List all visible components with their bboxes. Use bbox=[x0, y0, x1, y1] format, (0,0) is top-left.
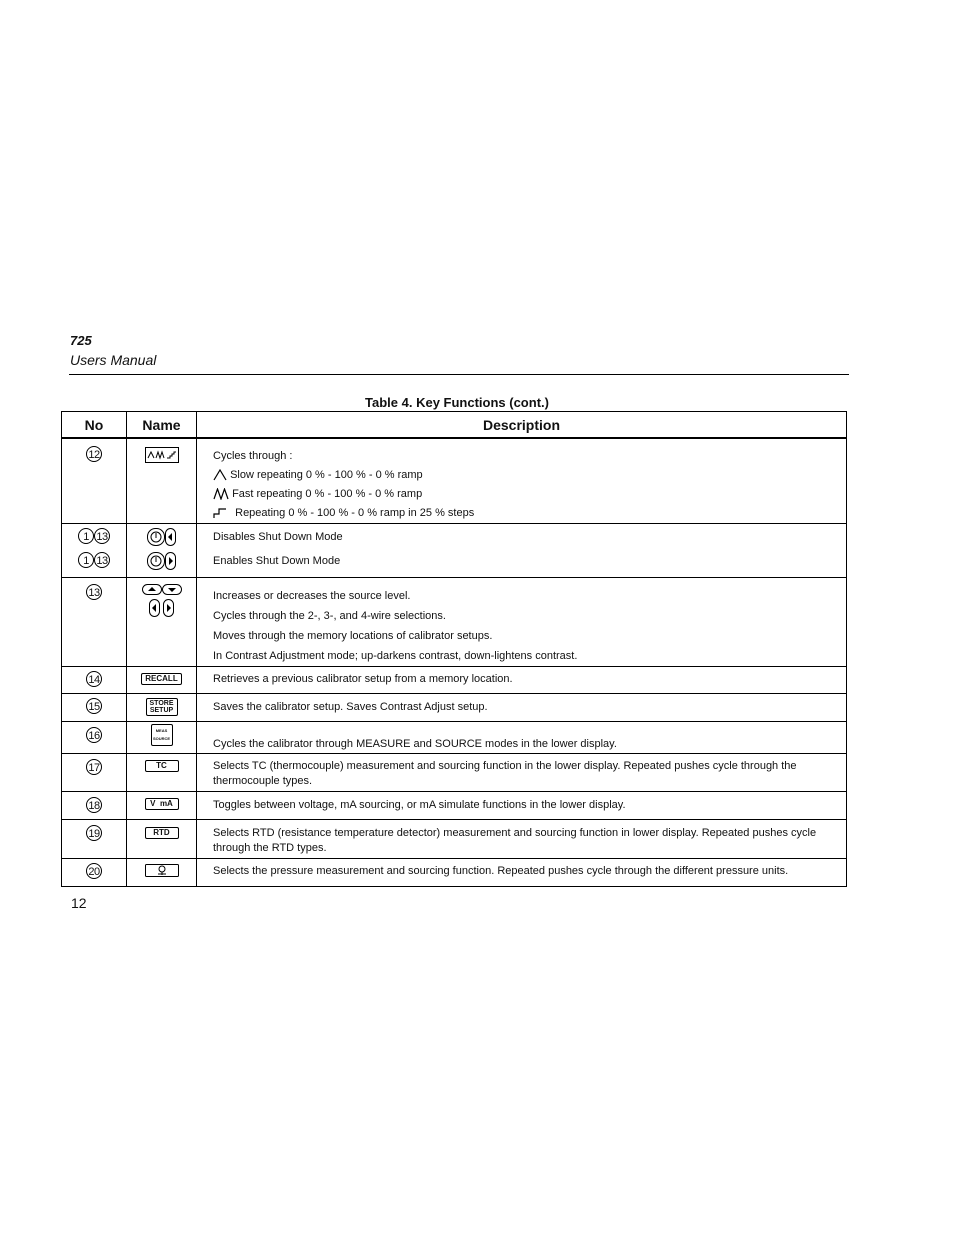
down-arrow-key-icon bbox=[162, 584, 182, 595]
header-model: 725 bbox=[70, 333, 92, 348]
description-line: In Contrast Adjustment mode; up-darkens contrast, down-lightens contrast. bbox=[213, 650, 578, 662]
item-number: 20 bbox=[86, 863, 102, 879]
description-line: Fast repeating 0 % - 100 % - 0 % ramp bbox=[213, 485, 838, 504]
meas-source-key: MEAS SOURCE bbox=[151, 724, 173, 746]
description-line: Retrieves a previous calibrator setup from a memory location. bbox=[197, 667, 847, 694]
up-arrow-key-icon bbox=[142, 584, 162, 595]
item-number: 15 bbox=[86, 698, 102, 714]
description-line: Saves the calibrator setup. Saves Contrast Adjust setup. bbox=[197, 694, 847, 722]
description-line: Cycles through : bbox=[213, 450, 293, 462]
description-line: Cycles the calibrator through MEASURE and SOURCE modes in the lower display. bbox=[197, 722, 847, 754]
item-number: 17 bbox=[86, 759, 102, 775]
item-number-group bbox=[62, 528, 126, 552]
item-number: 13 bbox=[94, 552, 110, 568]
table-header-row bbox=[62, 412, 847, 439]
item-number: 18 bbox=[86, 797, 102, 813]
table-row bbox=[62, 754, 847, 792]
table-row bbox=[62, 524, 847, 578]
power-key-icon bbox=[147, 528, 165, 546]
table-row bbox=[62, 859, 847, 887]
v-ma-key: V mA bbox=[145, 798, 179, 810]
recall-key: RECALL bbox=[141, 673, 181, 685]
description-line: Selects RTD (resistance temperature detector) measurement and sourcing function in lower display. Repeated pushes cycle through the RTD types. bbox=[197, 820, 847, 859]
description-line: Selects the pressure measurement and sourcing function. Repeated pushes cycle through the different pressure units. bbox=[197, 859, 847, 887]
fast-ramp-icon bbox=[213, 488, 229, 500]
description-line: Toggles between voltage, mA sourcing, or mA simulate functions in the lower display. bbox=[197, 792, 847, 820]
item-number-group bbox=[62, 552, 126, 568]
description-line: Enables Shut Down Mode bbox=[213, 555, 341, 567]
item-number: 16 bbox=[86, 727, 102, 743]
description-line: Cycles through the 2-, 3-, and 4-wire selections. bbox=[213, 610, 446, 622]
right-arrow-key-icon bbox=[165, 552, 176, 570]
page-number: 12 bbox=[71, 895, 87, 911]
description-line: Disables Shut Down Mode bbox=[213, 531, 343, 543]
column-header-name: Name bbox=[127, 412, 197, 439]
key-functions-table bbox=[61, 411, 847, 887]
table-row bbox=[62, 667, 847, 694]
table-row bbox=[62, 792, 847, 820]
column-header-no: No bbox=[62, 412, 127, 439]
description-line: Slow repeating 0 % - 100 % - 0 % ramp bbox=[213, 466, 838, 485]
pressure-key-icon bbox=[145, 864, 179, 877]
item-number: 13 bbox=[86, 584, 102, 600]
tc-key: TC bbox=[145, 760, 179, 772]
power-key-icon bbox=[147, 552, 165, 570]
description-line: Repeating 0 % - 100 % - 0 % ramp in 25 % steps bbox=[213, 504, 838, 523]
left-arrow-key-icon bbox=[149, 599, 160, 617]
store-setup-key: STORE SETUP bbox=[146, 698, 178, 716]
rtd-key: RTD bbox=[145, 827, 179, 839]
item-number: 12 bbox=[86, 446, 102, 462]
item-number: 19 bbox=[86, 825, 102, 841]
table-title: Table 4. Key Functions (cont.) bbox=[365, 395, 549, 410]
column-header-description: Description bbox=[197, 412, 847, 439]
left-arrow-key-icon bbox=[165, 528, 176, 546]
item-number: 1 bbox=[78, 552, 94, 568]
table-row bbox=[62, 722, 847, 754]
item-number: 14 bbox=[86, 671, 102, 687]
item-number: 1 bbox=[78, 528, 94, 544]
description-line: Selects TC (thermocouple) measurement and sourcing function in the lower display. Repeated pushes cycle through the thermocouple types. bbox=[197, 754, 847, 792]
ramp-key-icon bbox=[145, 447, 179, 463]
item-number: 13 bbox=[94, 528, 110, 544]
slow-ramp-icon bbox=[213, 469, 227, 481]
table-row bbox=[62, 694, 847, 722]
table-row bbox=[62, 438, 847, 524]
table-row bbox=[62, 578, 847, 667]
right-arrow-key-icon bbox=[163, 599, 174, 617]
header-manual-title: Users Manual bbox=[70, 352, 157, 368]
header-rule bbox=[69, 374, 849, 375]
table-row bbox=[62, 820, 847, 859]
step-ramp-icon bbox=[213, 507, 229, 519]
description-line: Moves through the memory locations of calibrator setups. bbox=[213, 630, 493, 642]
description-line: Increases or decreases the source level. bbox=[213, 590, 411, 602]
